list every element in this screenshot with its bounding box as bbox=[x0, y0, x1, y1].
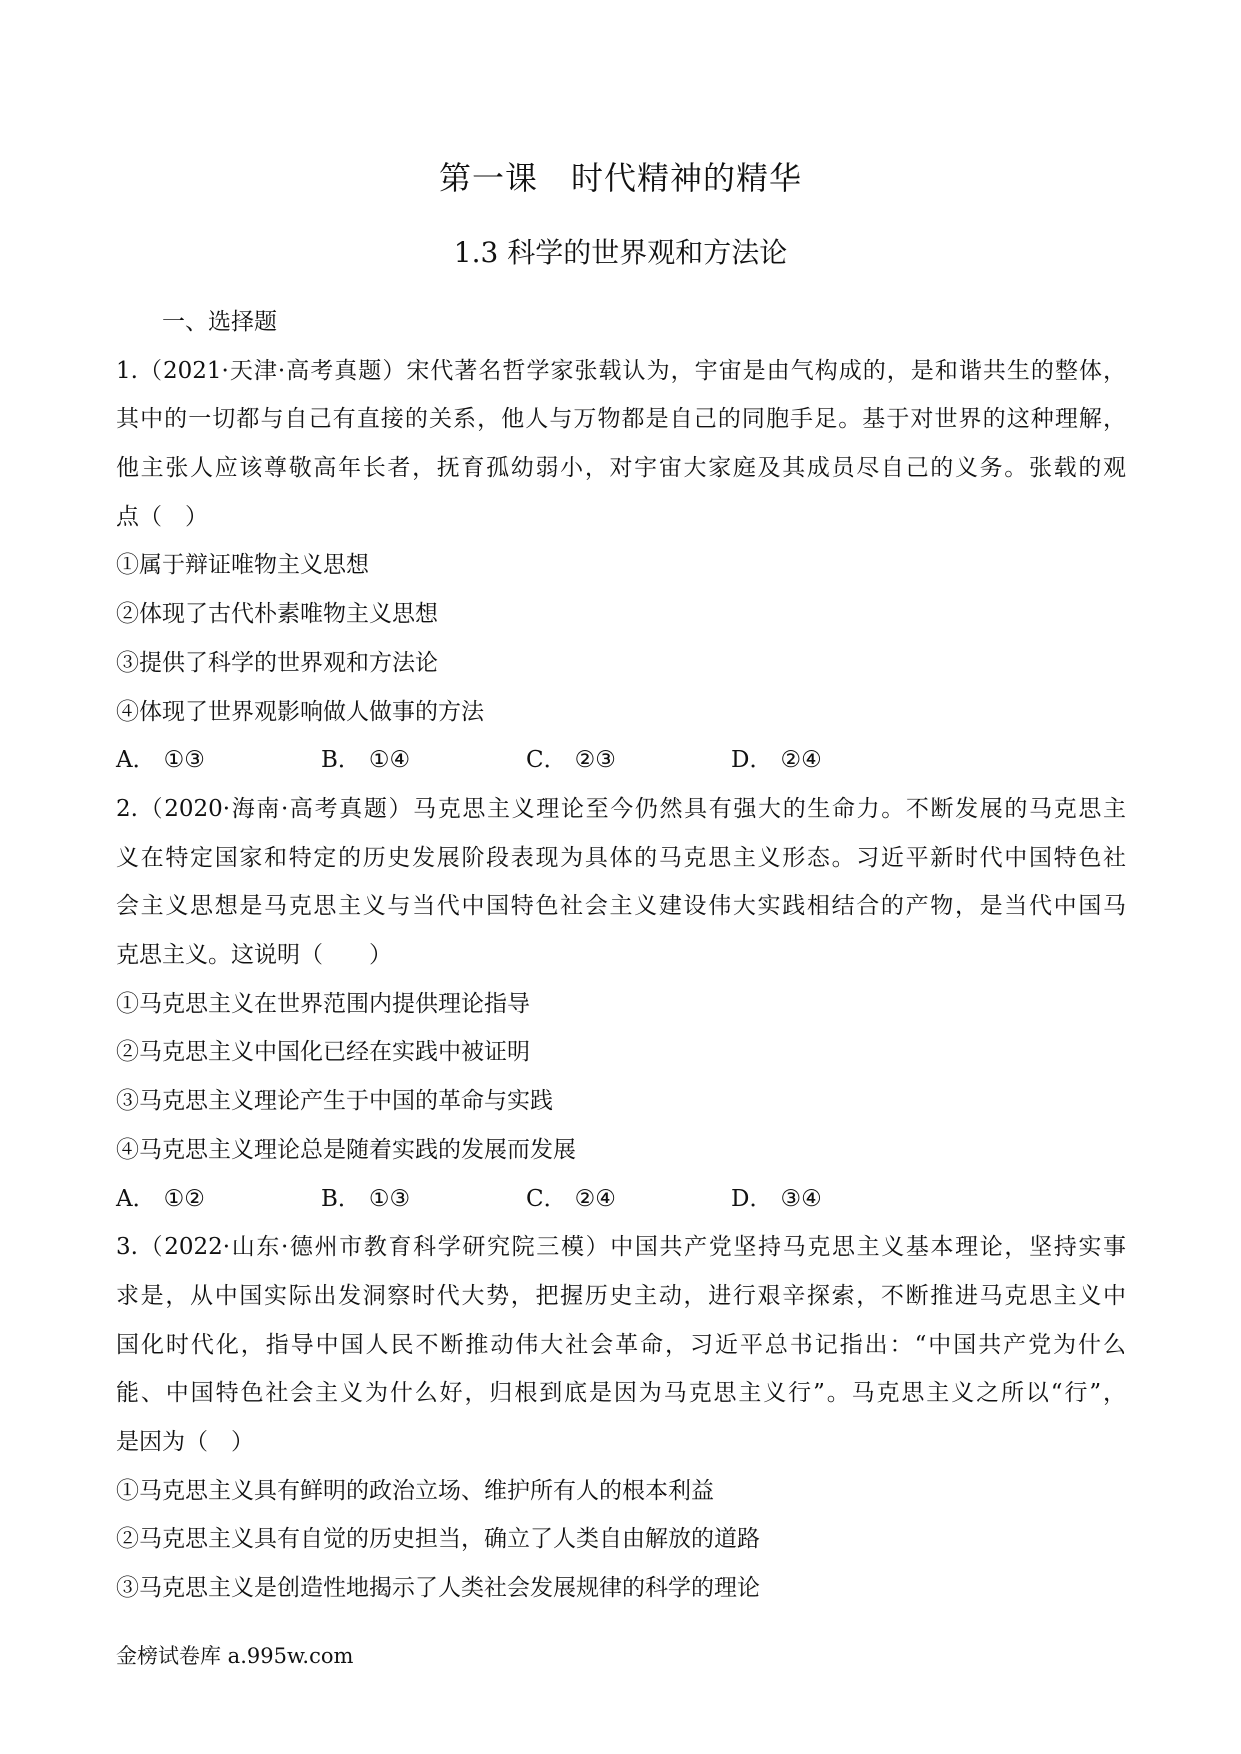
page-subtitle: 1.3 科学的世界观和方法论 bbox=[453, 236, 788, 269]
choice-c bbox=[526, 1175, 731, 1224]
question-option: ④马克思主义理论总是随着实践的发展而发展 bbox=[116, 1136, 576, 1163]
choice-value: ②④ bbox=[574, 1185, 616, 1212]
choice-label: B． bbox=[321, 747, 361, 774]
question-stem-line: 3.（2022·山东·德州市教育科学研究院三模）中国共产党坚持马克思主义基本理论，坚持实事 bbox=[116, 1234, 1126, 1261]
choice-value: ①③ bbox=[368, 1185, 411, 1212]
choice-value: ①③ bbox=[163, 747, 205, 774]
choice-d bbox=[731, 1175, 936, 1224]
document-body bbox=[116, 298, 1126, 1613]
choice-b bbox=[321, 736, 526, 785]
section-heading: 一、选择题 bbox=[162, 309, 277, 335]
question-stem-line: 义在特定国家和特定的历史发展阶段表现为具体的马克思主义形态。习近平新时代中国特色社 bbox=[116, 844, 1126, 871]
question-option: ①马克思主义具有鲜明的政治立场、维护所有人的根本利益 bbox=[116, 1477, 714, 1504]
choice-d bbox=[731, 736, 936, 785]
question-2 bbox=[116, 785, 1126, 1223]
footer-watermark: 金榜试卷库 a.995w.com bbox=[116, 1644, 354, 1668]
choice-value: ①④ bbox=[368, 747, 411, 774]
answer-choices bbox=[116, 1175, 1126, 1224]
choice-value: ①② bbox=[163, 1185, 205, 1212]
question-option: ①马克思主义在世界范围内提供理论指导 bbox=[116, 990, 530, 1017]
choice-label: A． bbox=[116, 747, 156, 774]
choice-b bbox=[321, 1175, 526, 1224]
question-option: ①属于辩证唯物主义思想 bbox=[116, 552, 369, 579]
choice-a bbox=[116, 1175, 321, 1224]
answer-choices bbox=[116, 736, 1126, 785]
question-stem-line: 点（ ） bbox=[116, 503, 208, 530]
question-option: ②马克思主义中国化已经在实践中被证明 bbox=[116, 1039, 530, 1066]
question-stem-line: 2.（2020·海南·高考真题）马克思主义理论至今仍然具有强大的生命力。不断发展的马克思主 bbox=[116, 795, 1126, 822]
choice-label: C． bbox=[526, 1185, 567, 1212]
question-option: ④体现了世界观影响做人做事的方法 bbox=[116, 698, 484, 725]
question-stem-line: 能、中国特色社会主义为什么好，归根到底是因为马克思主义行”。马克思主义之所以“行”， bbox=[116, 1380, 1126, 1407]
choice-c bbox=[526, 736, 731, 785]
question-option: ②体现了古代朴素唯物主义思想 bbox=[116, 601, 438, 628]
choice-value: ②④ bbox=[780, 747, 822, 774]
choice-value: ③④ bbox=[780, 1185, 822, 1212]
question-stem-line: 克思主义。这说明（ ） bbox=[116, 942, 392, 969]
choice-value: ②③ bbox=[574, 747, 616, 774]
choice-label: D． bbox=[731, 747, 773, 774]
page-title: 第一课 时代精神的精华 bbox=[438, 159, 802, 197]
question-option: ③马克思主义理论产生于中国的革命与实践 bbox=[116, 1088, 553, 1115]
question-stem-line: 其中的一切都与自己有直接的关系，他人与万物都是自己的同胞手足。基于对世界的这种理解， bbox=[116, 406, 1126, 433]
question-stem-line: 1.（2021·天津·高考真题）宋代著名哲学家张载认为，宇宙是由气构成的，是和谐共生的整体， bbox=[116, 357, 1126, 384]
choice-label: A． bbox=[116, 1185, 156, 1212]
question-stem-line: 是因为（ ） bbox=[116, 1429, 254, 1456]
question-option: ③提供了科学的世界观和方法论 bbox=[116, 649, 438, 676]
choice-label: C． bbox=[526, 747, 567, 774]
question-stem-line: 他主张人应该尊敬高年长者，抚育孤幼弱小，对宇宙大家庭及其成员尽自己的义务。张载的观 bbox=[116, 455, 1126, 482]
choice-a bbox=[116, 736, 321, 785]
question-stem-line: 国化时代化，指导中国人民不断推动伟大社会革命，习近平总书记指出：“中国共产党为什么 bbox=[116, 1331, 1126, 1358]
question-option: ②马克思主义具有自觉的历史担当，确立了人类自由解放的道路 bbox=[116, 1526, 760, 1553]
question-option: ③马克思主义是创造性地揭示了人类社会发展规律的科学的理论 bbox=[116, 1575, 760, 1602]
choice-label: D． bbox=[731, 1185, 773, 1212]
question-3 bbox=[116, 1223, 1126, 1613]
question-1 bbox=[116, 347, 1126, 785]
choice-label: B． bbox=[321, 1185, 361, 1212]
question-stem-line: 求是，从中国实际出发洞察时代大势，把握历史主动，进行艰辛探索，不断推进马克思主义中 bbox=[116, 1282, 1126, 1309]
question-stem-line: 会主义思想是马克思主义与当代中国特色社会主义建设伟大实践相结合的产物，是当代中国马 bbox=[116, 893, 1126, 920]
